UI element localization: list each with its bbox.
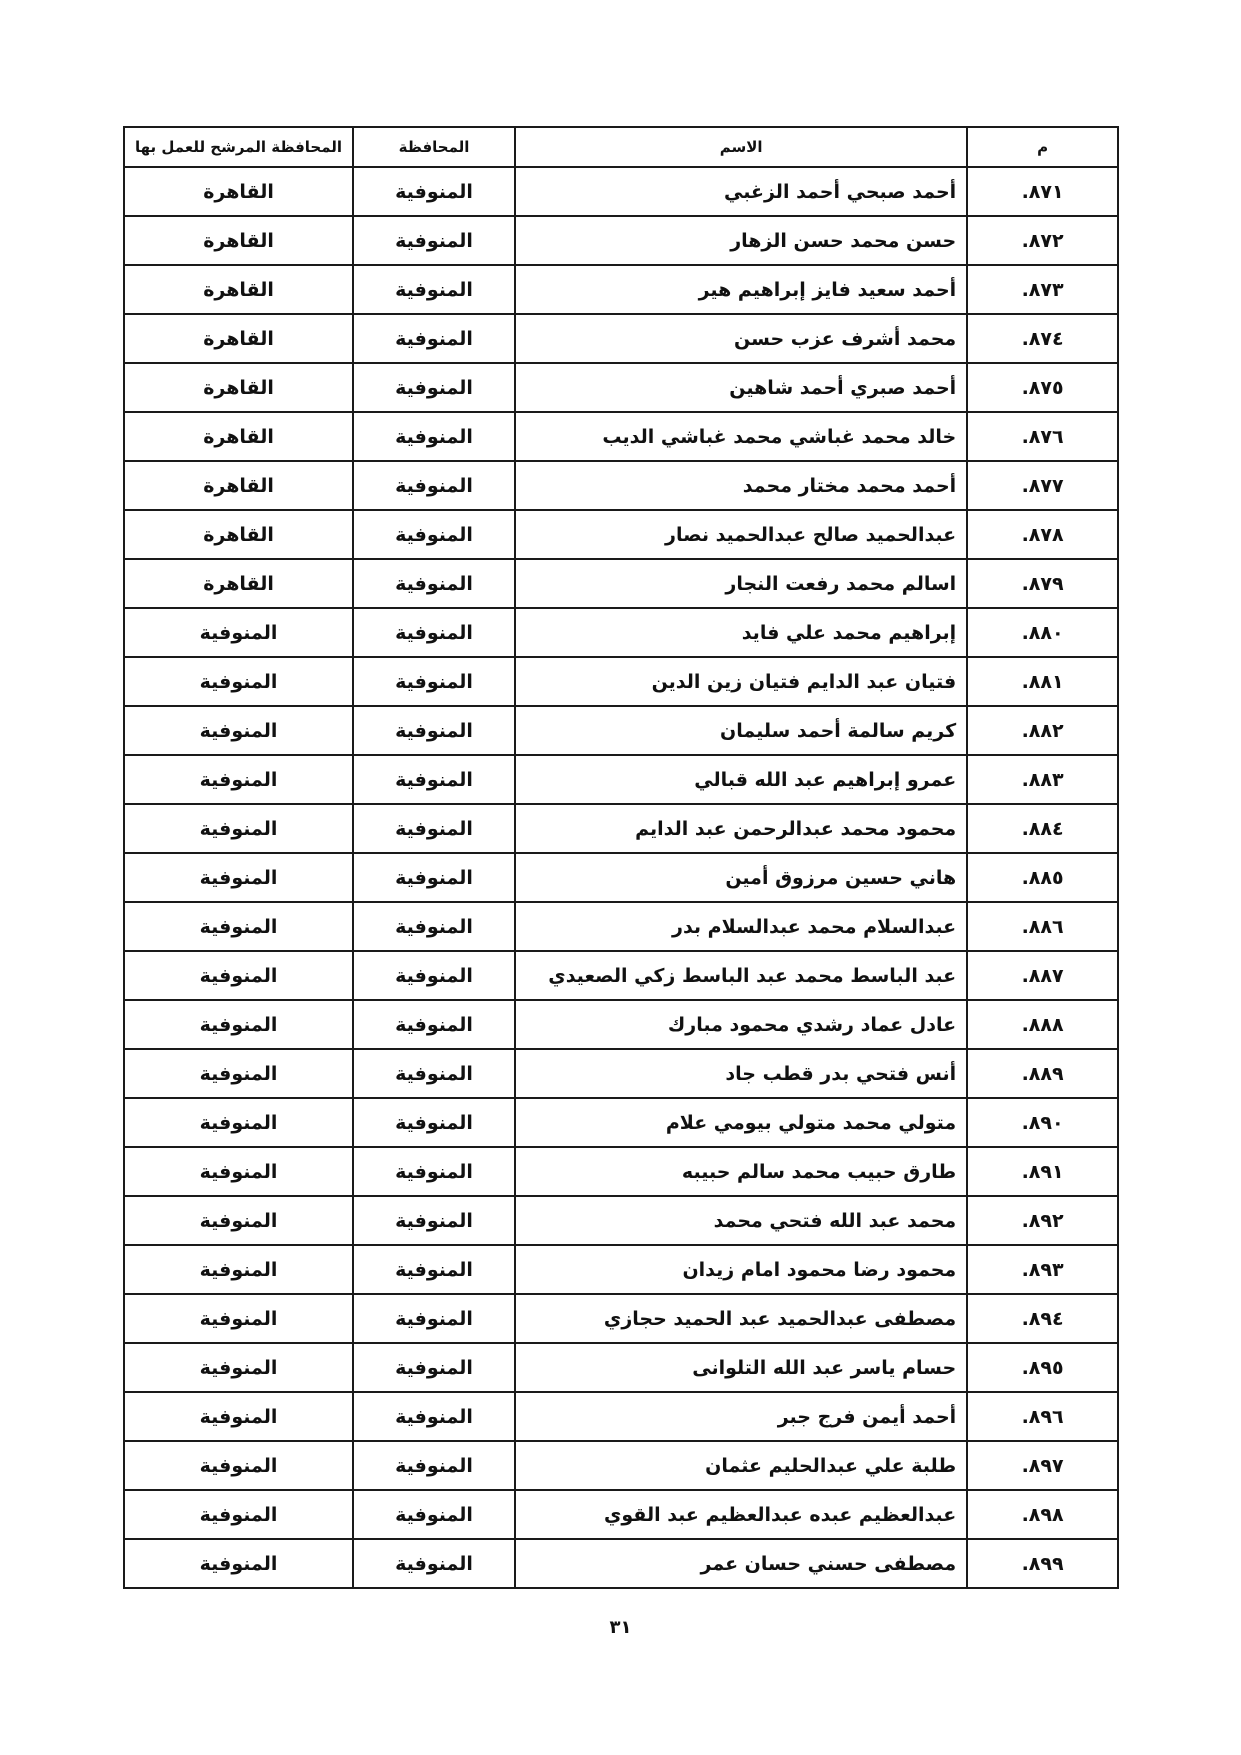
page-number: ٣١: [609, 1617, 632, 1638]
row-nominated-governorate: القاهرة: [124, 216, 353, 265]
row-number: ٨٧٦.: [967, 412, 1118, 461]
row-name: إبراهيم محمد علي فايد: [515, 608, 967, 657]
row-nominated-governorate: المنوفية: [124, 657, 353, 706]
row-governorate: المنوفية: [353, 216, 515, 265]
row-nominated-governorate: المنوفية: [124, 1539, 353, 1588]
row-nominated-governorate: المنوفية: [124, 853, 353, 902]
table-row: [124, 363, 1118, 412]
row-governorate: المنوفية: [353, 1196, 515, 1245]
table-row: [124, 1392, 1118, 1441]
row-governorate: المنوفية: [353, 804, 515, 853]
table-row: [124, 1490, 1118, 1539]
header-nominated-governorate: المحافظة المرشح للعمل بها: [124, 127, 353, 167]
row-nominated-governorate: المنوفية: [124, 1098, 353, 1147]
row-number: ٨٨٦.: [967, 902, 1118, 951]
row-name: عبدالسلام محمد عبدالسلام بدر: [515, 902, 967, 951]
row-governorate: المنوفية: [353, 363, 515, 412]
row-name: عبدالحميد صالح عبدالحميد نصار: [515, 510, 967, 559]
row-nominated-governorate: المنوفية: [124, 1294, 353, 1343]
row-governorate: المنوفية: [353, 1245, 515, 1294]
table-row: [124, 1294, 1118, 1343]
table-row: [124, 951, 1118, 1000]
row-name: محمود رضا محمود امام زيدان: [515, 1245, 967, 1294]
row-number: ٨٨١.: [967, 657, 1118, 706]
table-row: [124, 1196, 1118, 1245]
row-number: ٨٩٧.: [967, 1441, 1118, 1490]
row-number: ٨٧٧.: [967, 461, 1118, 510]
table-row: [124, 902, 1118, 951]
row-governorate: المنوفية: [353, 951, 515, 1000]
row-number: ٨٧٤.: [967, 314, 1118, 363]
table-row: [124, 1343, 1118, 1392]
row-nominated-governorate: المنوفية: [124, 1049, 353, 1098]
table-row: [124, 167, 1118, 216]
row-name: مصطفى حسني حسان عمر: [515, 1539, 967, 1588]
row-nominated-governorate: المنوفية: [124, 1343, 353, 1392]
row-governorate: المنوفية: [353, 608, 515, 657]
row-nominated-governorate: المنوفية: [124, 804, 353, 853]
row-governorate: المنوفية: [353, 1343, 515, 1392]
row-nominated-governorate: المنوفية: [124, 951, 353, 1000]
table-row: [124, 461, 1118, 510]
row-name: حسام ياسر عبد الله التلوانى: [515, 1343, 967, 1392]
row-name: عادل عماد رشدي محمود مبارك: [515, 1000, 967, 1049]
row-name: محمد عبد الله فتحي محمد: [515, 1196, 967, 1245]
table-row: [124, 1049, 1118, 1098]
row-nominated-governorate: القاهرة: [124, 167, 353, 216]
row-governorate: المنوفية: [353, 1539, 515, 1588]
row-nominated-governorate: القاهرة: [124, 363, 353, 412]
row-governorate: المنوفية: [353, 1294, 515, 1343]
table-row: [124, 608, 1118, 657]
row-governorate: المنوفية: [353, 265, 515, 314]
row-governorate: المنوفية: [353, 559, 515, 608]
table-header-row: [124, 127, 1118, 167]
row-nominated-governorate: المنوفية: [124, 1196, 353, 1245]
row-nominated-governorate: القاهرة: [124, 461, 353, 510]
table-row: [124, 1539, 1118, 1588]
row-nominated-governorate: المنوفية: [124, 902, 353, 951]
row-governorate: المنوفية: [353, 755, 515, 804]
row-name: هاني حسين مرزوق أمين: [515, 853, 967, 902]
row-name: أحمد أيمن فرج جبر: [515, 1392, 967, 1441]
row-governorate: المنوفية: [353, 1000, 515, 1049]
row-nominated-governorate: المنوفية: [124, 1245, 353, 1294]
header-number: م: [967, 127, 1118, 167]
row-number: ٨٨٥.: [967, 853, 1118, 902]
row-nominated-governorate: المنوفية: [124, 706, 353, 755]
row-governorate: المنوفية: [353, 1441, 515, 1490]
row-number: ٨٨٣.: [967, 755, 1118, 804]
row-number: ٨٩٨.: [967, 1490, 1118, 1539]
row-number: ٨٨٩.: [967, 1049, 1118, 1098]
table-row: [124, 1147, 1118, 1196]
row-name: أحمد صبحي أحمد الزغبي: [515, 167, 967, 216]
row-name: محمد أشرف عزب حسن: [515, 314, 967, 363]
row-name: مصطفى عبدالحميد عبد الحميد حجازي: [515, 1294, 967, 1343]
row-name: عبدالعظيم عبده عبدالعظيم عبد القوي: [515, 1490, 967, 1539]
row-governorate: المنوفية: [353, 706, 515, 755]
row-number: ٨٨٢.: [967, 706, 1118, 755]
table-row: [124, 265, 1118, 314]
row-number: ٨٩٦.: [967, 1392, 1118, 1441]
row-number: ٨٩٥.: [967, 1343, 1118, 1392]
row-governorate: المنوفية: [353, 1147, 515, 1196]
row-number: ٨٨٤.: [967, 804, 1118, 853]
row-name: طارق حبيب محمد سالم حبيبه: [515, 1147, 967, 1196]
row-nominated-governorate: القاهرة: [124, 510, 353, 559]
row-name: متولي محمد متولي بيومي علام: [515, 1098, 967, 1147]
table-row: [124, 755, 1118, 804]
row-number: ٨٩١.: [967, 1147, 1118, 1196]
row-governorate: المنوفية: [353, 1049, 515, 1098]
row-name: كريم سالمة أحمد سليمان: [515, 706, 967, 755]
row-nominated-governorate: المنوفية: [124, 1490, 353, 1539]
row-name: عمرو إبراهيم عبد الله قبالي: [515, 755, 967, 804]
table-row: [124, 559, 1118, 608]
row-number: ٨٧٣.: [967, 265, 1118, 314]
row-nominated-governorate: القاهرة: [124, 559, 353, 608]
row-number: ٨٧٩.: [967, 559, 1118, 608]
row-name: اسالم محمد رفعت النجار: [515, 559, 967, 608]
row-nominated-governorate: المنوفية: [124, 1000, 353, 1049]
table-row: [124, 1000, 1118, 1049]
row-name: فتيان عبد الدايم فتيان زين الدين: [515, 657, 967, 706]
row-name: أنس فتحي بدر قطب جاد: [515, 1049, 967, 1098]
row-number: ٨٧٨.: [967, 510, 1118, 559]
row-name: أحمد صبري أحمد شاهين: [515, 363, 967, 412]
row-name: خالد محمد غباشي محمد غباشي الديب: [515, 412, 967, 461]
row-governorate: المنوفية: [353, 314, 515, 363]
row-number: ٨٨٨.: [967, 1000, 1118, 1049]
table-row: [124, 1245, 1118, 1294]
row-number: ٨٩٩.: [967, 1539, 1118, 1588]
row-governorate: المنوفية: [353, 1490, 515, 1539]
row-number: ٨٩٠.: [967, 1098, 1118, 1147]
table-row: [124, 216, 1118, 265]
row-nominated-governorate: المنوفية: [124, 1392, 353, 1441]
table-row: [124, 1098, 1118, 1147]
table-row: [124, 804, 1118, 853]
row-name: أحمد سعيد فايز إبراهيم هير: [515, 265, 967, 314]
table-body: [124, 167, 1118, 1588]
row-name: طلبة علي عبدالحليم عثمان: [515, 1441, 967, 1490]
row-nominated-governorate: المنوفية: [124, 1147, 353, 1196]
row-governorate: المنوفية: [353, 167, 515, 216]
row-governorate: المنوفية: [353, 412, 515, 461]
row-nominated-governorate: القاهرة: [124, 314, 353, 363]
row-number: ٨٧٢.: [967, 216, 1118, 265]
row-governorate: المنوفية: [353, 657, 515, 706]
row-number: ٨٨٠.: [967, 608, 1118, 657]
header-governorate: المحافظة: [353, 127, 515, 167]
row-name: عبد الباسط محمد عبد الباسط زكي الصعيدي: [515, 951, 967, 1000]
table-row: [124, 314, 1118, 363]
row-nominated-governorate: المنوفية: [124, 608, 353, 657]
row-number: ٨٩٢.: [967, 1196, 1118, 1245]
row-governorate: المنوفية: [353, 853, 515, 902]
header-name: الاسم: [515, 127, 967, 167]
row-number: ٨٨٧.: [967, 951, 1118, 1000]
table-row: [124, 412, 1118, 461]
row-number: ٨٧٥.: [967, 363, 1118, 412]
candidates-table: [123, 126, 1119, 1589]
row-name: حسن محمد حسن الزهار: [515, 216, 967, 265]
row-name: أحمد محمد مختار محمد: [515, 461, 967, 510]
row-name: محمود محمد عبدالرحمن عبد الدايم: [515, 804, 967, 853]
row-nominated-governorate: المنوفية: [124, 1441, 353, 1490]
row-number: ٨٩٣.: [967, 1245, 1118, 1294]
table-row: [124, 853, 1118, 902]
table-row: [124, 706, 1118, 755]
row-number: ٨٩٤.: [967, 1294, 1118, 1343]
table-row: [124, 510, 1118, 559]
row-governorate: المنوفية: [353, 1098, 515, 1147]
row-nominated-governorate: القاهرة: [124, 412, 353, 461]
row-governorate: المنوفية: [353, 902, 515, 951]
row-governorate: المنوفية: [353, 461, 515, 510]
row-governorate: المنوفية: [353, 510, 515, 559]
row-nominated-governorate: القاهرة: [124, 265, 353, 314]
table-row: [124, 657, 1118, 706]
row-governorate: المنوفية: [353, 1392, 515, 1441]
table-row: [124, 1441, 1118, 1490]
row-number: ٨٧١.: [967, 167, 1118, 216]
row-nominated-governorate: المنوفية: [124, 755, 353, 804]
